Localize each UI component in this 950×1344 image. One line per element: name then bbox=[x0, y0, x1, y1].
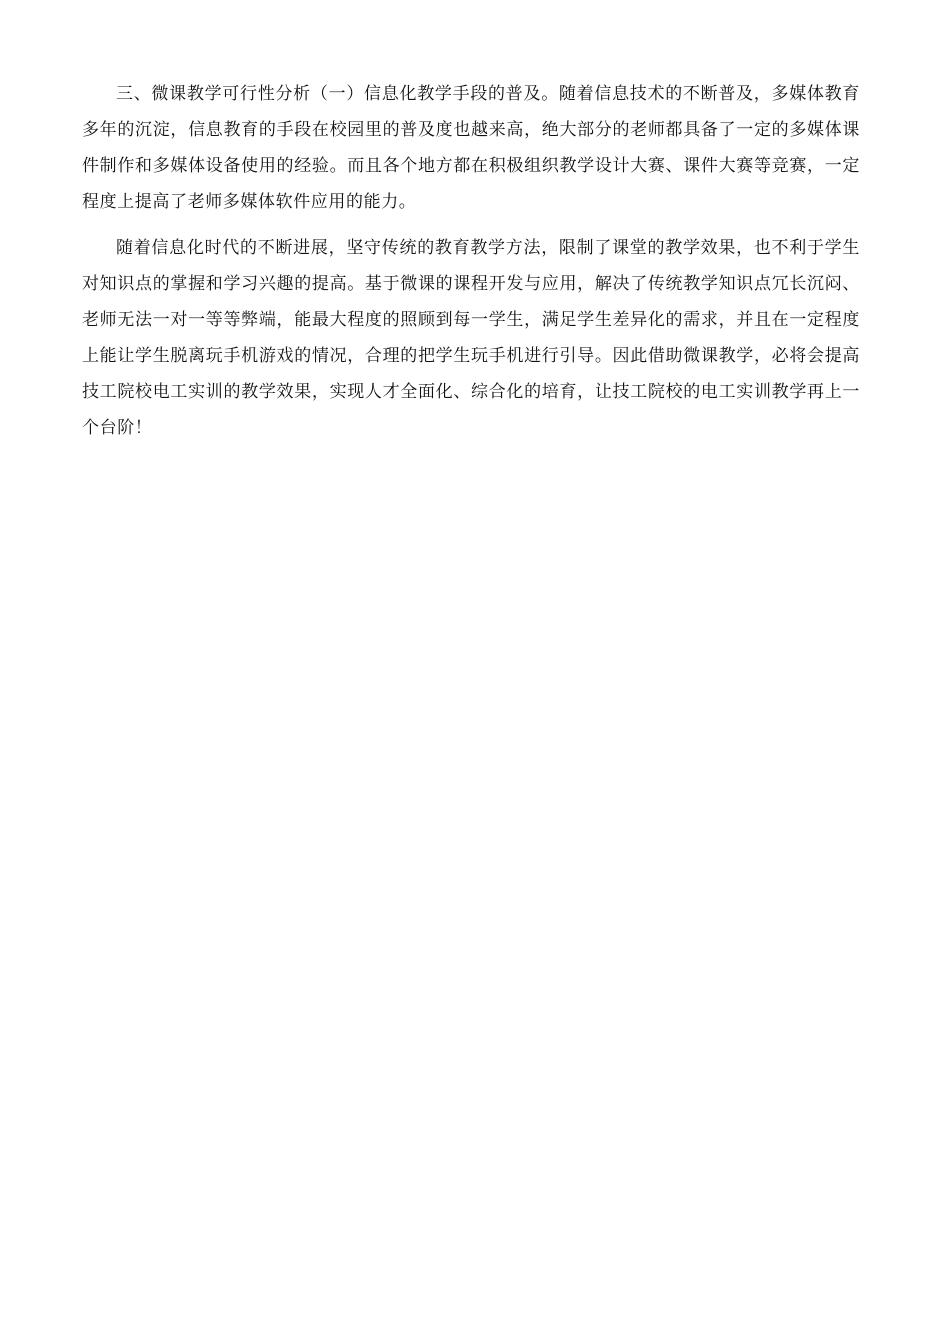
document-body bbox=[82, 76, 860, 456]
paragraph-feasibility: 三、微课教学可行性分析（一）信息化教学手段的普及。随着信息技术的不断普及，多媒体教育多年的沉淀，信息教育的手段在校园里的普及度也越来高，绝大部分的老师都具备了一定的多媒体课件制作和多媒体设备使用的经验。而且各个地方都在积极组织教学设计大赛、课件大赛等竞赛，一定程度上提高了老师多媒体软件应用的能力。 bbox=[82, 84, 860, 212]
paragraph-conclusion: 随着信息化时代的不断进展，坚守传统的教育教学方法，限制了课堂的教学效果，也不利于学生对知识点的掌握和学习兴趣的提高。基于微课的课程开发与应用，解决了传统教学知识点冗长沉闷、老师无法一对一等等弊端，能最大程度的照顾到每一学生，满足学生差异化的需求，并且在一定程度上能让学生脱离玩手机游戏的情况，合理的把学生玩手机进行引导。因此借助微课教学，必将会提高技工院校电工实训的教学效果，实现人才全面化、综合化的培育，让技工院校的电工实训教学再上一个台阶！ bbox=[82, 238, 860, 438]
